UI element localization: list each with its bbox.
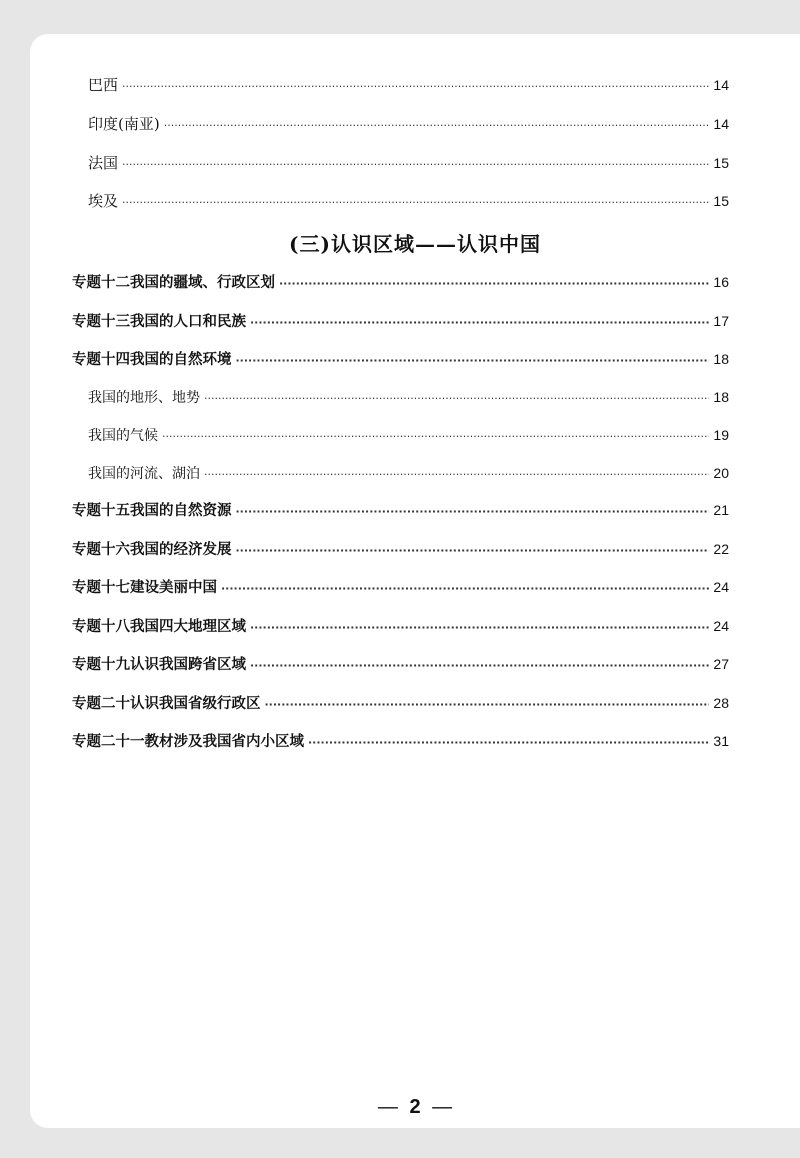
toc-entry-page: 14 xyxy=(713,116,729,132)
topic-page: 24 xyxy=(713,579,729,595)
topic-number: 专题二十一 xyxy=(72,734,145,750)
section-heading: (三)认识区域——认识中国 xyxy=(289,232,541,256)
page-number-dash-right: — xyxy=(432,1096,453,1118)
toc-entry-india[interactable] xyxy=(88,113,729,135)
topic-number: 专题十九 xyxy=(72,657,130,673)
toc-topic-13[interactable] xyxy=(72,310,729,332)
topic-title: 教材涉及我国省内小区域 xyxy=(144,734,304,750)
subentry-title: 我国的河流、湖泊 xyxy=(88,466,200,482)
toc-entry-egypt[interactable] xyxy=(88,190,729,212)
toc-topic-17[interactable] xyxy=(72,576,729,598)
leader-dots xyxy=(122,154,709,176)
leader-dots xyxy=(250,312,709,334)
leader-dots xyxy=(236,501,710,523)
toc-topic-16[interactable] xyxy=(72,538,729,560)
toc-topic-15[interactable] xyxy=(72,499,729,521)
toc-topic-20[interactable] xyxy=(72,692,729,714)
topic-title: 我国的疆域、行政区划 xyxy=(130,275,275,291)
leader-dots xyxy=(250,617,709,639)
toc-entry-brazil[interactable] xyxy=(88,74,729,96)
page-number-dash-left: — xyxy=(377,1096,398,1118)
topic-number: 专题十八 xyxy=(72,619,130,635)
leader-dots xyxy=(164,115,709,137)
topic-number: 专题十三 xyxy=(72,314,130,330)
topic-title: 我国四大地理区域 xyxy=(130,619,246,635)
leader-dots xyxy=(204,464,709,486)
leader-dots xyxy=(162,426,709,448)
toc-topic-14[interactable] xyxy=(72,348,729,370)
toc-topic-12[interactable] xyxy=(72,271,729,293)
toc-entry-title: 印度(南亚) xyxy=(88,115,160,133)
topic-page: 17 xyxy=(713,313,729,329)
toc-topic-21[interactable] xyxy=(72,730,729,752)
topic-page: 22 xyxy=(713,541,729,557)
leader-dots xyxy=(236,540,710,562)
topic-page: 31 xyxy=(713,733,729,749)
leader-dots xyxy=(204,388,709,410)
toc-subentry-terrain[interactable] xyxy=(88,386,729,408)
toc-entry-france[interactable] xyxy=(88,152,729,174)
page-number xyxy=(30,1096,800,1119)
toc-subentry-climate[interactable] xyxy=(88,424,729,446)
topic-page: 21 xyxy=(713,502,729,518)
toc-topic-19[interactable] xyxy=(72,653,729,675)
topic-title: 我国的自然环境 xyxy=(130,352,232,368)
subentry-title: 我国的气候 xyxy=(88,428,158,444)
page-number-value: 2 xyxy=(409,1096,421,1118)
subentry-page: 19 xyxy=(713,427,729,443)
leader-dots xyxy=(308,732,709,754)
toc-entry-page: 15 xyxy=(713,155,729,171)
topic-number: 专题二十 xyxy=(72,696,130,712)
subentry-page: 18 xyxy=(713,389,729,405)
topic-number: 专题十二 xyxy=(72,275,130,291)
toc-subentry-rivers-lakes[interactable] xyxy=(88,462,729,484)
topic-page: 18 xyxy=(713,351,729,367)
subentry-page: 20 xyxy=(713,465,729,481)
topic-page: 24 xyxy=(713,618,729,634)
topic-number: 专题十七 xyxy=(72,580,130,596)
topic-title: 我国的经济发展 xyxy=(130,542,232,558)
leader-dots xyxy=(279,273,709,295)
topic-title: 认识我国省级行政区 xyxy=(130,696,261,712)
topic-title: 我国的人口和民族 xyxy=(130,314,246,330)
toc-entry-title: 法国 xyxy=(88,154,119,172)
topic-page: 27 xyxy=(713,656,729,672)
leader-dots xyxy=(122,76,709,98)
leader-dots xyxy=(265,694,710,716)
leader-dots xyxy=(122,192,709,214)
leader-dots xyxy=(236,350,710,372)
document-page xyxy=(30,34,800,1128)
topic-title: 我国的自然资源 xyxy=(130,503,232,519)
toc-entry-title: 巴西 xyxy=(88,76,119,94)
subentry-title: 我国的地形、地势 xyxy=(88,390,200,406)
topic-number: 专题十五 xyxy=(72,503,130,519)
topic-number: 专题十六 xyxy=(72,542,130,558)
topic-page: 16 xyxy=(713,274,729,290)
leader-dots xyxy=(250,655,709,677)
topic-title: 认识我国跨省区域 xyxy=(130,657,246,673)
toc-topic-18[interactable] xyxy=(72,615,729,637)
topic-title: 建设美丽中国 xyxy=(130,580,217,596)
leader-dots xyxy=(221,578,709,600)
toc-entry-title: 埃及 xyxy=(88,192,119,210)
toc-entry-page: 14 xyxy=(713,77,729,93)
topic-page: 28 xyxy=(713,695,729,711)
topic-number: 专题十四 xyxy=(72,352,130,368)
toc-entry-page: 15 xyxy=(713,193,729,209)
